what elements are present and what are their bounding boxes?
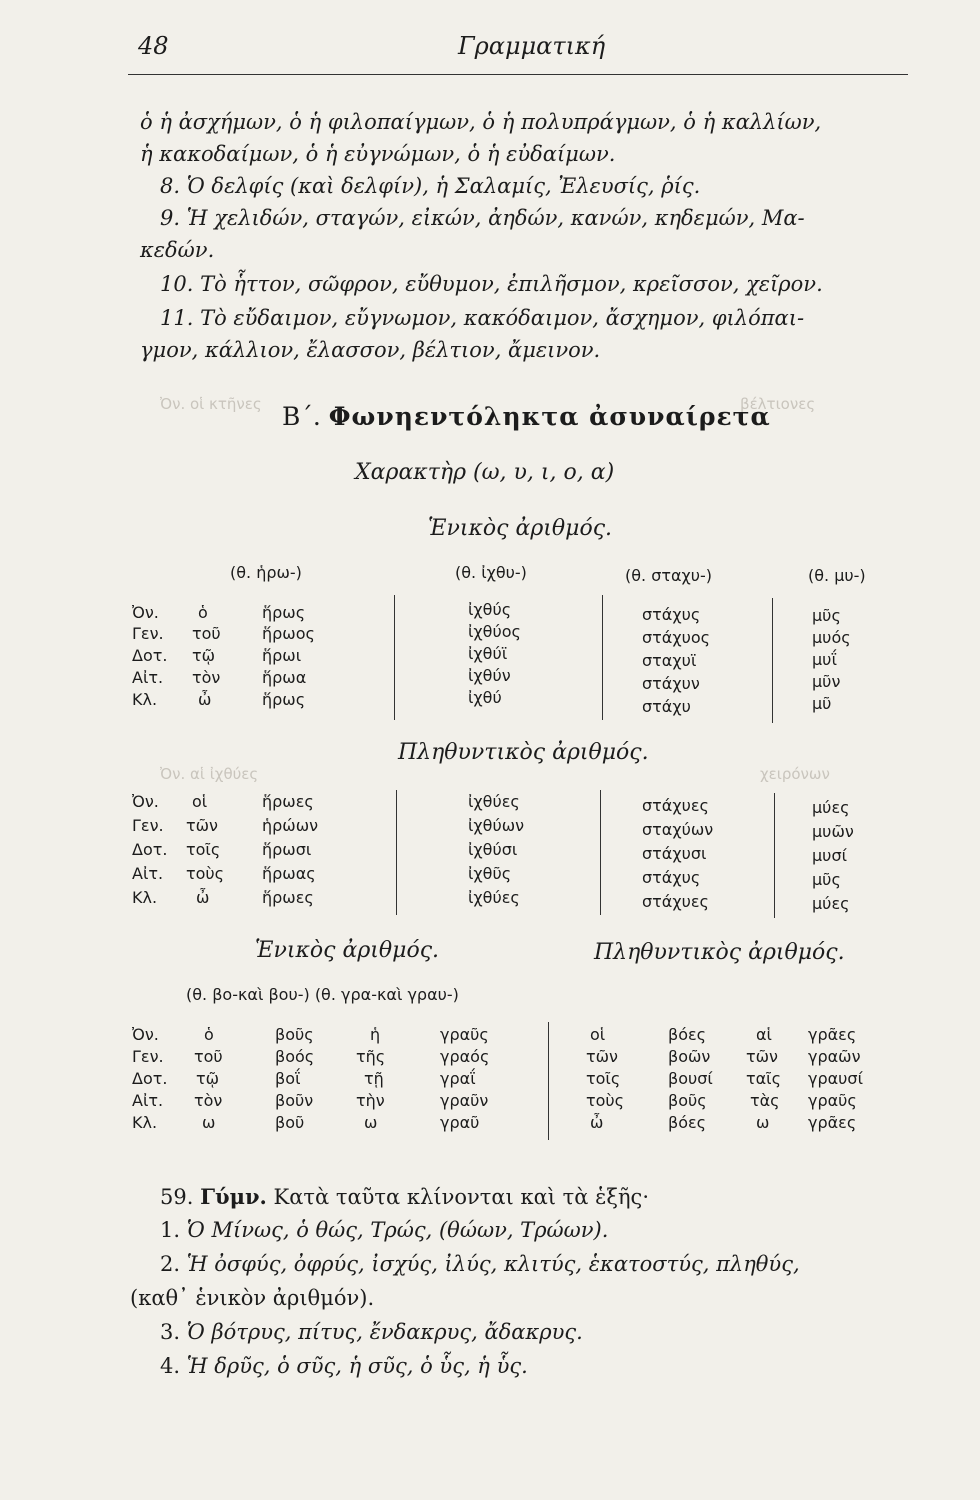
exercise-item [160,1354,528,1378]
table-heading: Πληθυντικὸς ἀριθμός. [594,940,845,965]
section-prefix: Β΄. [282,402,321,431]
noun-form: ἥρως [262,603,306,622]
stem-label: (θ. σταχυ-) [625,566,713,585]
noun-form: σταχυϊ [642,651,697,670]
exercise-number: 59. [160,1185,194,1209]
noun-form: ἥρωας [262,864,316,883]
table-divider [600,790,601,915]
text-line: ἡ κακοδαίμων, ὁ ἡ εὐγνώμων, ὁ ἡ εὐδαίμων. [140,142,616,166]
noun-form: ἡρώων [262,816,319,835]
page-number: 48 [138,32,169,60]
text-line: 8. Ὁ δελφίς (καὶ δελφίν), ἡ Σαλαμίς, Ἐλευσίς, ῥίς. [160,174,701,198]
noun-form: βοῦς [275,1025,314,1044]
item-number: 3. [160,1320,181,1344]
table-divider [602,595,603,720]
noun-form: βοΐ [275,1069,301,1088]
noun-form: ἰχθύ [468,688,502,707]
table-divider [394,595,395,720]
article: οἱ [590,1025,606,1044]
item-text: Ἡ ὀσφύς, ὀφρύς, ἰσχύς, ἰλύς, κλιτύς, ἑκατοστύς, πληθύς, [186,1252,800,1276]
noun-form: γραῦς [440,1025,489,1044]
noun-form: βοῶν [668,1047,711,1066]
article: ω [364,1113,378,1132]
noun-form: μύες [812,894,850,913]
noun-form: γραῦν [440,1091,489,1110]
case-label: Κλ. [132,690,158,709]
case-label: Κλ. [132,1113,158,1132]
noun-form: ἥρωα [262,668,307,687]
noun-form: γραῦ [440,1113,480,1132]
noun-form: ἰχθύες [468,792,520,811]
stem-label: (θ. ἡρω-) [230,563,302,582]
noun-form: ἥρωες [262,888,314,907]
noun-form: ἥρωος [262,624,315,643]
exercise-item [160,1218,608,1242]
exercise-item [160,1320,583,1344]
page-header [128,28,908,78]
case-label: Ὀν. [132,792,159,811]
noun-form: γραΐ [440,1069,476,1088]
noun-form: ἰχθύϊ [468,644,508,663]
section-heading [282,402,771,431]
article: ὦ [196,888,210,907]
article: ταῖς [746,1069,781,1088]
bleed-through: χειρόνων [760,765,830,783]
noun-form: στάχυες [642,796,709,815]
article: τοῦ [192,624,221,643]
section-title: Φωνηεντόληκτα ἀσυναίρετα [328,402,771,431]
noun-form: στάχυς [642,868,701,887]
noun-form: στάχυες [642,892,709,911]
table-divider [772,598,773,723]
noun-form: ἰχθύος [468,622,521,641]
text-line: 11. Τὸ εὔδαιμον, εὔγνωμον, κακόδαιμον, ἄσχημον, φιλόπαι- [160,306,805,330]
noun-form: γρᾶες [808,1113,857,1132]
case-label: Ὀν. [132,1025,159,1044]
noun-form: στάχυν [642,674,700,693]
noun-form: γραῶν [808,1047,861,1066]
noun-form: βοῦν [275,1091,314,1110]
noun-form: βοῦς [668,1091,707,1110]
text-line: κεδών. [140,238,215,262]
table-divider [774,793,775,918]
article: αἱ [756,1025,772,1044]
exercise-heading [160,1184,649,1209]
article: ἡ [370,1025,381,1044]
article: ὁ [204,1025,214,1044]
bleed-through: Ὀν. οἱ κτῆνες [160,395,262,413]
article: τὸν [194,1091,223,1110]
article: ὦ [590,1113,604,1132]
item-text: (καθ᾽ ἑνικὸν ἀριθμόν). [130,1286,375,1310]
noun-form: μῦ [812,694,832,713]
case-label: Δοτ. [132,646,168,665]
noun-form: ἰχθῦς [468,864,512,883]
text-line: 10. Τὸ ἧττον, σῶφρον, εὔθυμον, ἐπιλῆσμον, κρεῖσσον, χεῖρον. [160,272,823,296]
noun-form: βουσί [668,1069,713,1088]
item-number: 1. [160,1218,181,1242]
noun-form: ἰχθύν [468,666,511,685]
noun-form: γραυσί [808,1069,863,1088]
noun-form: μυΐ [812,650,837,669]
noun-form: στάχυσι [642,844,707,863]
noun-form: μύες [812,798,850,817]
bleed-through: βέλτιονες [740,395,816,413]
noun-form: στάχυος [642,628,710,647]
article: τῷ [192,646,216,665]
noun-form: ἥρωες [262,792,314,811]
case-label: Δοτ. [132,840,168,859]
noun-form: σταχύων [642,820,714,839]
item-text: Ὁ βότρυς, πίτυς, ἔνδακρυς, ἄδακρυς. [186,1320,583,1344]
noun-form: γραῦς [808,1091,857,1110]
article: τὸν [192,668,221,687]
case-label: Δοτ. [132,1069,168,1088]
case-label: Γεν. [132,1047,164,1066]
article: τῶν [586,1047,618,1066]
article: τῆς [356,1047,386,1066]
noun-form: βοός [275,1047,315,1066]
noun-form: μυῶν [812,822,854,841]
article: τοὺς [186,864,225,883]
case-label: Αἰτ. [132,864,164,883]
noun-form: ἥρωσι [262,840,312,859]
noun-form: βόες [668,1025,707,1044]
article: ὦ [198,690,212,709]
table-heading: Ἑνικὸς ἀριθμός. [255,938,440,963]
case-label: Αἰτ. [132,1091,164,1110]
exercise-intro: Κατὰ ταῦτα κλίνονται καὶ τὰ ἑξῆς· [273,1185,649,1209]
article: τὰς [750,1091,780,1110]
noun-form: ἰχθύων [468,816,525,835]
article: τῶν [186,816,218,835]
article: τὴν [356,1091,385,1110]
table-heading: Ἑνικὸς ἀριθμός. [428,516,613,541]
noun-form: βόες [668,1113,707,1132]
noun-form: μυσί [812,846,847,865]
stem-label: (θ. ἰχθυ-) [455,563,527,582]
case-label: Γεν. [132,624,164,643]
noun-form: ἰχθύσι [468,840,518,859]
exercise-item [160,1252,800,1276]
case-label: Γεν. [132,816,164,835]
noun-form: στάχυς [642,605,701,624]
item-text: Ἡ δρῦς, ὁ σῦς, ἡ σῦς, ὁ ὗς, ἡ ὗς. [186,1354,528,1378]
noun-form: μῦς [812,606,841,625]
item-number: 4. [160,1354,181,1378]
stem-label: (θ. μυ-) [808,566,866,585]
table-heading: Πληθυντικὸς ἀριθμός. [398,740,649,765]
text-line: γμον, κάλλιον, ἔλασσον, βέλτιον, ἄμεινον. [140,338,601,362]
text-line: ὁ ἡ ἀσχήμων, ὁ ἡ φιλοπαίγμων, ὁ ἡ πολυπράγμων, ὁ ἡ καλλίων, [140,110,822,134]
noun-form: ἰχθύες [468,888,520,907]
article: τῷ [196,1069,220,1088]
article: ω [756,1113,770,1132]
bleed-through: Ὀν. αἱ ἰχθύες [160,765,259,783]
noun-form: μῦς [812,870,841,889]
case-label: Κλ. [132,888,158,907]
noun-form: μυός [812,628,851,647]
article: τῇ [364,1069,384,1088]
table-divider [548,1022,549,1140]
article: ω [202,1113,216,1132]
noun-form: γραός [440,1047,490,1066]
article: ὁ [198,603,208,622]
exercise-label: Γύμν. [200,1184,267,1209]
subtitle: Χαρακτὴρ (ω, υ, ι, ο, α) [355,460,615,485]
item-number: 2. [160,1252,181,1276]
article: τοῦ [194,1047,223,1066]
item-text: Ὁ Μίνως, ὁ θώς, Τρώς, (θώων, Τρώων). [186,1218,609,1242]
noun-form: ἥρωι [262,646,302,665]
noun-form: ἰχθύς [468,600,512,619]
noun-form: στάχυ [642,697,691,716]
text-line: 9. Ἡ χελιδών, σταγών, εἰκών, ἀηδών, κανών, κηδεμών, Μα- [160,206,805,230]
case-label: Ὀν. [132,603,159,622]
running-title: Γραμματική [458,32,606,60]
header-rule [128,74,908,75]
exercise-item-continuation [130,1286,374,1310]
noun-form: μῦν [812,672,841,691]
noun-form: βοῦ [275,1113,305,1132]
stem-label: (θ. βο-καὶ βου-) (θ. γρα-καὶ γραυ-) [186,985,459,1004]
table-divider [396,790,397,915]
article: τοῖς [586,1069,621,1088]
noun-form: γρᾶες [808,1025,857,1044]
article: οἱ [192,792,208,811]
case-label: Αἰτ. [132,668,164,687]
article: τῶν [746,1047,778,1066]
article: τοῖς [186,840,221,859]
article: τοὺς [586,1091,625,1110]
noun-form: ἥρως [262,690,306,709]
